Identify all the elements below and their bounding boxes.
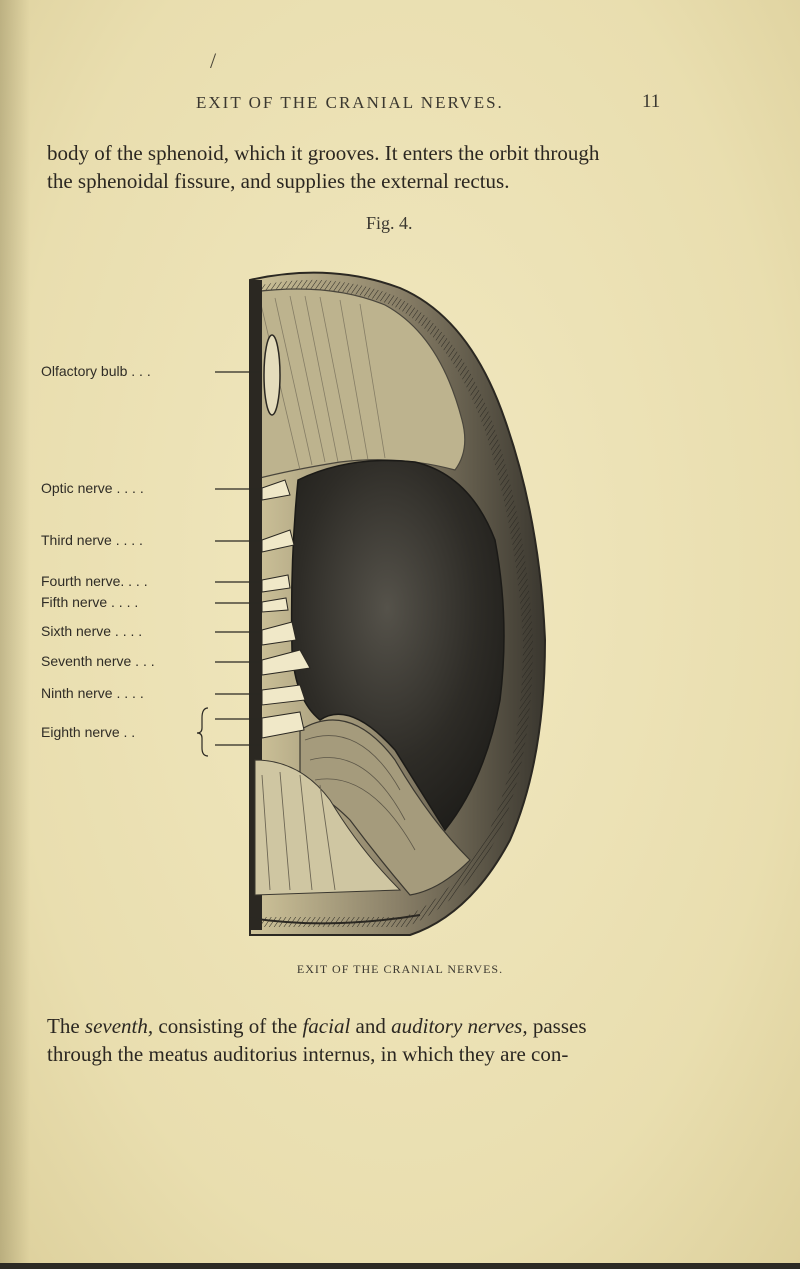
paragraph-top-line-2: the sphenoidal fissure, and supplies the external rectus.	[47, 169, 510, 193]
paragraph-bottom-line-1	[47, 1012, 672, 1040]
label-olfactory-bulb: Olfactory bulb . . .	[41, 363, 151, 379]
pencil-mark: /	[210, 48, 217, 73]
paragraph-bottom-line-2: through the meatus auditorius internus, in which they are con-	[47, 1042, 569, 1066]
olfactory-bulb	[264, 335, 280, 415]
label-third-nerve: Third nerve . . . .	[41, 532, 143, 548]
label-optic-nerve: Optic nerve . . . .	[41, 480, 144, 496]
label-eighth-nerve: Eighth nerve . .	[41, 724, 136, 740]
text-run: passes	[527, 1014, 587, 1038]
label-fourth-nerve: Fourth nerve. . . .	[41, 573, 148, 589]
label-sixth-nerve: Sixth nerve . . . .	[41, 623, 143, 639]
text-run: The	[47, 1014, 85, 1038]
page-number: 11	[642, 91, 661, 112]
text-run: consisting of the	[153, 1014, 303, 1038]
paragraph-top-line-1: body of the sphenoid, which it grooves. It enters the orbit through	[47, 141, 600, 165]
emphasis-auditory-nerves: auditory nerves,	[391, 1014, 528, 1038]
figure-title: Fig. 4.	[366, 213, 413, 233]
running-head: EXIT OF THE CRANIAL NERVES.	[196, 93, 504, 112]
label-seventh-nerve: Seventh nerve . . .	[41, 653, 155, 669]
page-bottom-edge	[0, 1263, 800, 1269]
figure-caption: EXIT OF THE CRANIAL NERVES.	[296, 962, 504, 976]
emphasis-facial: facial	[302, 1014, 351, 1038]
emphasis-seventh: seventh,	[84, 1014, 154, 1038]
label-fifth-nerve: Fifth nerve . . . .	[41, 594, 139, 610]
label-ninth-nerve: Ninth nerve . . . .	[41, 685, 144, 701]
text-run: and	[350, 1014, 392, 1038]
